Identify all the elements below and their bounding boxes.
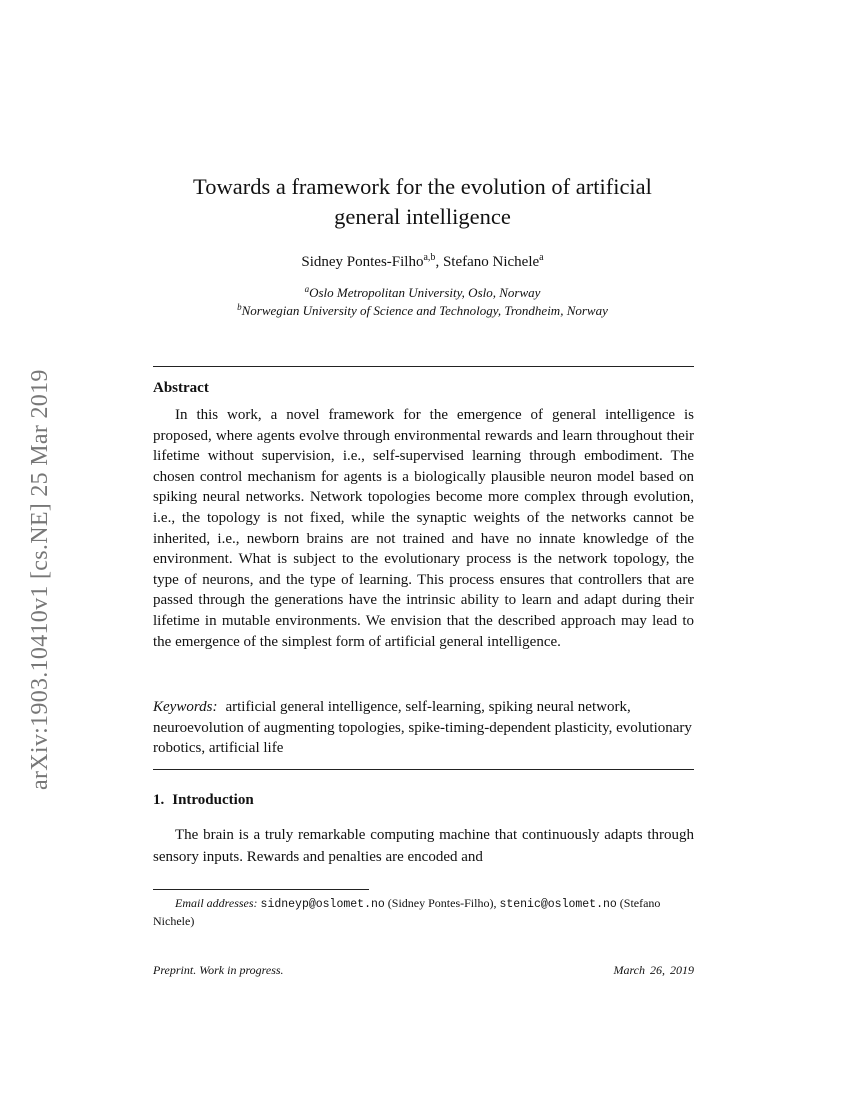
title-line-1: Towards a framework for the evolution of artificial (193, 174, 652, 199)
email-link-2[interactable]: stenic@oslomet.no (499, 898, 617, 911)
keywords-block (153, 697, 694, 759)
affiliation-mark-b: b (237, 302, 242, 312)
abstract-bottom-rule (153, 769, 694, 770)
email-label: Email addresses: (175, 896, 258, 910)
author-list (150, 252, 695, 272)
title-line-2: general intelligence (334, 204, 511, 229)
author-affil-mark-1: a,b (423, 252, 436, 263)
author-separator: , (435, 254, 443, 270)
author-name-2: Stefano Nichele (442, 254, 540, 270)
affiliation-mark-a: a (304, 284, 310, 294)
introduction-paragraph: The brain is a truly remarkable computing machine that continuously adapts through sensory inputs. Rewards and penalties are encoded and (153, 827, 694, 865)
section-number: 1. (153, 792, 165, 808)
footnote-rule (153, 889, 369, 890)
abstract-heading: Abstract (153, 380, 209, 396)
keywords-text: artificial general intelligence, self-learning, spiking neural network, neuroevolution of augmenting topologies, spike-timing-dependent plasticity, evolutionary robotics, artificial life (153, 699, 692, 757)
abstract-text: In this work, a novel framework for the emergence of general intelligence is proposed, where agents evolve through environmental rewards and learn throughout their lifetime without supervision, i.e., self-supervised learning through embodiment. The chosen control mechanism for agents is a biologically plausible neuron model based on spiking neural networks. Network topologies become more complex through evolution, i.e., the topology is not fixed, while the synaptic weights of the networks cannot be inherited, i.e., newborn brains are not trained and have no innate knowledge of the environment. What is subject to the evolutionary process is the network topology, the type of neurons, and the type of learning. This process ensures that controllers that are passed through the generations have the intrinsic ability to learn and adapt during their lifetime in mutable environments. We envision that the described approach may lead to the emergence of the simplest form of artificial general intelligence. (153, 407, 694, 650)
email-link-1[interactable]: sidneyp@oslomet.no (260, 898, 385, 911)
affiliation-b (150, 302, 695, 319)
paper-title (150, 172, 695, 232)
email-owner-2: (Stefano Nichele) (153, 896, 661, 928)
keywords-label: Keywords: (153, 699, 218, 715)
arxiv-stamp (27, 290, 53, 790)
section-heading-introduction (153, 792, 254, 809)
affiliation-text-b: Norwegian University of Science and Technology, Trondheim, Norway (241, 303, 608, 318)
affiliation-text-a: Oslo Metropolitan University, Oslo, Norway (309, 285, 541, 300)
footnote-email (153, 895, 698, 930)
arxiv-identifier: arXiv:1903.10410v1 [cs.NE] 25 Mar 2019 (27, 369, 53, 790)
author-name-1: Sidney Pontes-Filho (301, 254, 424, 270)
author-affil-mark-2: a (539, 252, 544, 263)
email-owner-1: (Sidney Pontes-Filho), (387, 896, 497, 910)
affiliation-a (150, 284, 695, 301)
footer-preprint-note: Preprint. Work in progress. (153, 963, 284, 977)
footer-date: March 26, 2019 (613, 963, 694, 977)
section-title: Introduction (172, 792, 254, 808)
abstract-top-rule (153, 366, 694, 367)
